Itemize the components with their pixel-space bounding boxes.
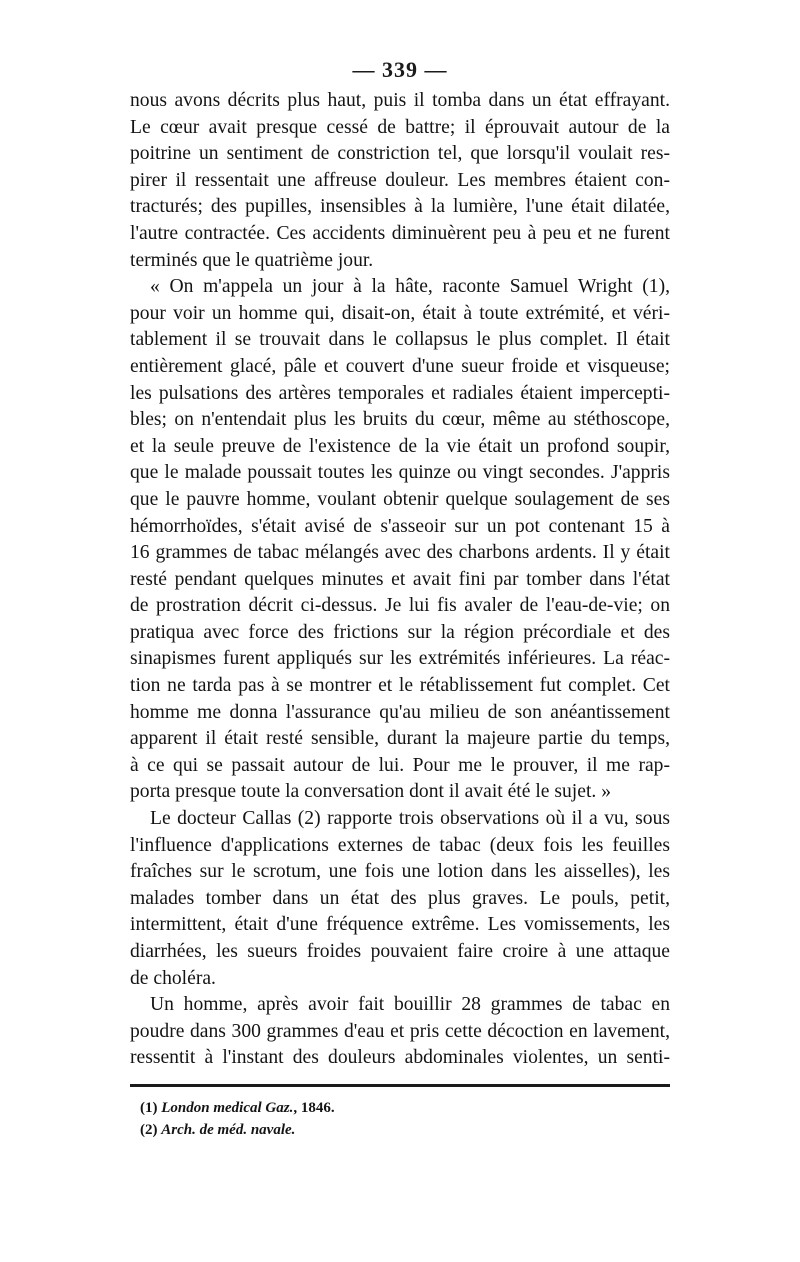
- text-line: nous avons décrits plus haut, puis il tomba dans un état effrayant.: [130, 90, 670, 111]
- text-line: de choléra.: [130, 967, 216, 989]
- footnote-1: [140, 1097, 670, 1119]
- text-line: de prostration décrit ci-dessus. Je lui fis avaler de l'eau-de-vie; on: [130, 595, 670, 617]
- text-line: poudre dans 300 grammes d'eau et pris cette décoction en lavement,: [130, 1020, 670, 1042]
- text-line: Le cœur avait presque cessé de battre; il éprouvait autour de la: [130, 116, 670, 138]
- footnote-2: [140, 1119, 670, 1141]
- text-line: hémorrhoïdes, s'était avisé de s'asseoir sur un pot contenant 15 à: [130, 515, 670, 537]
- footnote-number: (1): [140, 1099, 158, 1116]
- footnote-number: (2): [140, 1121, 158, 1138]
- text-line: intermittent, était d'une fréquence extrême. Les vomissements, les: [130, 914, 670, 936]
- footnote-divider: [130, 1084, 670, 1087]
- footnote-detail: , 1846.: [293, 1099, 335, 1116]
- text-line: diarrhées, les sueurs froides pouvaient faire croire à une attaque: [130, 941, 670, 962]
- text-line: à ce qui se passait autour de lui. Pour me le prouver, il me rap-: [130, 754, 670, 776]
- text-line: fraîches sur le scrotum, une fois une lotion dans les aisselles), les: [130, 861, 670, 883]
- page-number: — 339 —: [352, 57, 448, 82]
- text-line: homme me donna l'assurance qu'au milieu de son anéantissement: [130, 701, 670, 723]
- text-line: et la seule preuve de l'existence de la vie était un profond soupir,: [130, 435, 670, 457]
- text-line: bles; on n'entendait plus les bruits du cœur, même au stéthoscope,: [130, 409, 670, 431]
- text-line: l'autre contractée. Ces accidents diminuèrent peu à peu et ne furent: [130, 222, 670, 244]
- text-line: Le docteur Callas (2) rapporte trois observations où il a vu, sous: [150, 808, 670, 830]
- text-line: apparent il était resté sensible, durant la majeure partie du temps,: [130, 728, 670, 750]
- footnotes: [130, 1097, 670, 1141]
- text-line: terminés que le quatrième jour.: [130, 249, 374, 271]
- text-line: entièrement glacé, pâle et couvert d'une sueur froide et visqueuse;: [130, 355, 670, 377]
- text-line: malades tomber dans un état des plus graves. Le pouls, petit,: [130, 887, 670, 909]
- text-line: ressentit à l'instant des douleurs abdominales violentes, un senti-: [130, 1047, 670, 1069]
- text-line: 16 grammes de tabac mélangés avec des charbons ardents. Il y était: [130, 542, 670, 564]
- text-line: sinapismes furent appliqués sur les extrémités inférieures. La réac-: [130, 648, 670, 670]
- text-line: l'influence d'applications externes de tabac (deux fois les feuilles: [130, 834, 670, 856]
- text-line: « On m'appela un jour à la hâte, raconte Samuel Wright (1),: [150, 276, 670, 298]
- body-text: [130, 88, 670, 1072]
- text-line: que le malade poussait toutes les quinze ou vingt secondes. J'appris: [130, 462, 670, 484]
- text-line: poitrine un sentiment de constriction tel, que lorsqu'il voulait res-: [130, 143, 670, 165]
- text-line: porta presque toute la conversation dont il avait été le sujet. »: [130, 781, 611, 803]
- text-line: pratiqua avec force des frictions sur la région précordiale et des: [130, 621, 670, 643]
- text-line: que le pauvre homme, voulant obtenir quelque soulagement de ses: [130, 488, 670, 510]
- text-line: pour voir un homme qui, disait-on, était à toute extrémité, et véri-: [130, 302, 670, 324]
- book-page: [130, 52, 670, 1141]
- text-line: pirer il ressentait une affreuse douleur. Les membres étaient con-: [130, 169, 670, 191]
- text-line: resté pendant quelques minutes et avait fini par tomber dans l'état: [130, 568, 670, 590]
- text-line: tion ne tarda pas à se montrer et le rétablissement fut complet. Cet: [130, 675, 670, 697]
- footnote-source: Arch. de méd. navale.: [161, 1121, 296, 1138]
- text-line: les pulsations des artères temporales et radiales étaient impercepti-: [130, 382, 670, 404]
- text-line: Un homme, après avoir fait bouillir 28 grammes de tabac en: [150, 994, 670, 1016]
- text-line: tracturés; des pupilles, insensibles à la lumière, l'une était dilatée,: [130, 196, 670, 218]
- text-line: tablement il se trouvait dans le collapsus le plus complet. Il était: [130, 329, 670, 351]
- footnote-source: London medical Gaz.: [161, 1099, 294, 1116]
